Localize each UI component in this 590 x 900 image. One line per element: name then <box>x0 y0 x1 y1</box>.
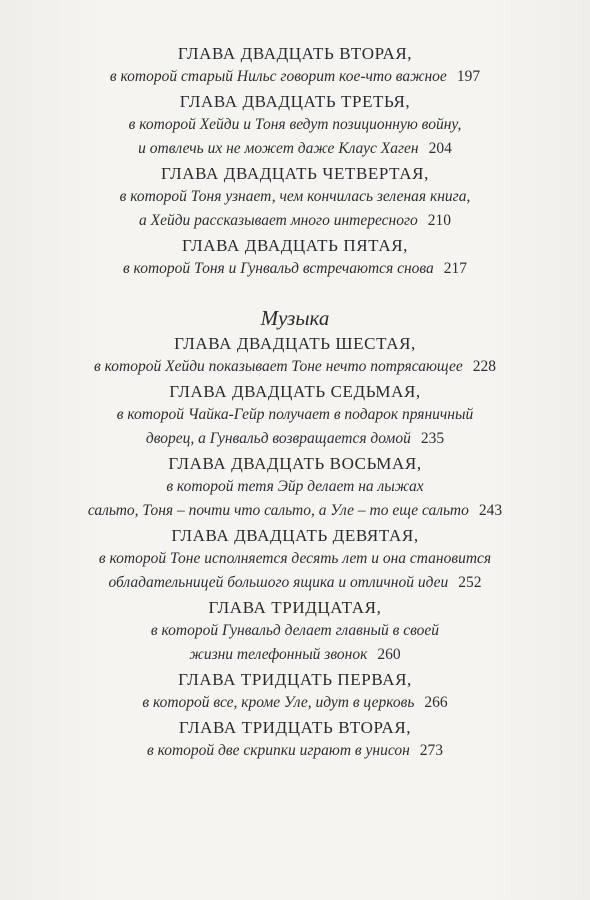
toc-entry <box>0 234 590 282</box>
chapter-description: сальто, Тоня – почти что сальто, а Уле – то еще сальто 243 <box>87 502 503 519</box>
chapter-title: ГЛАВА ДВАДЦАТЬ ДЕВЯТАЯ, <box>171 526 419 545</box>
page-number: 204 <box>428 140 452 157</box>
chapter-description: и отвлечь их не может даже Клаус Хаген 204 <box>138 140 452 157</box>
page-number: 252 <box>458 574 482 591</box>
chapter-description: в которой Тоня и Гунвальд встречаются снова 217 <box>122 260 468 277</box>
toc-entry <box>0 90 590 162</box>
chapter-title: ГЛАВА ДВАДЦАТЬ ТРЕТЬЯ, <box>179 92 411 111</box>
chapter-description: в которой Тоне исполняется десять лет и она становится <box>98 550 492 567</box>
page-number: 273 <box>419 742 444 759</box>
chapter-title: ГЛАВА ДВАДЦАТЬ ЧЕТВЕРТАЯ, <box>161 164 429 183</box>
page-number: 260 <box>377 646 401 663</box>
toc-entry <box>0 524 590 596</box>
toc-entry <box>0 332 590 380</box>
chapter-description: а Хейди рассказывает много интересного 210 <box>138 212 452 229</box>
chapter-title: ГЛАВА ТРИДЦАТАЯ, <box>208 598 382 617</box>
chapter-title: ГЛАВА ТРИДЦАТЬ ПЕРВАЯ, <box>178 670 412 689</box>
table-of-contents <box>0 42 590 764</box>
chapter-description: в которой Хейди показывает Тоне нечто потрясающее 228 <box>94 358 496 375</box>
page-number: 197 <box>456 68 481 85</box>
chapter-description: дворец, а Гунвальд возвращается домой 235 <box>145 430 445 447</box>
page-number: 266 <box>424 694 448 711</box>
toc-entry <box>0 42 590 90</box>
page-number: 243 <box>478 502 503 519</box>
toc-entry <box>0 380 590 452</box>
chapter-title: ГЛАВА ДВАДЦАТЬ ВТОРАЯ, <box>177 44 413 63</box>
section-spacer <box>0 282 590 304</box>
chapter-title: ГЛАВА ДВАДЦАТЬ СЕДЬМАЯ, <box>169 382 421 401</box>
toc-entry <box>0 162 590 234</box>
chapter-title: ГЛАВА ДВАДЦАТЬ ВОСЬМАЯ, <box>168 454 422 473</box>
section-title: Музыка <box>260 306 330 330</box>
chapter-description: обладательницей большого ящика и отличной идеи 252 <box>108 574 482 591</box>
page-number: 235 <box>420 430 445 447</box>
page-number: 217 <box>443 260 468 277</box>
toc-entry <box>0 596 590 668</box>
toc-entry <box>0 716 590 764</box>
toc-entry <box>0 452 590 524</box>
chapter-title: ГЛАВА ДВАДЦАТЬ ПЯТАЯ, <box>182 236 408 255</box>
chapter-description: в которой две скрипки играют в унисон 273 <box>146 742 444 759</box>
chapter-description: в которой тетя Эйр делает на лыжах <box>166 478 424 495</box>
chapter-description: в которой Тоня узнает, чем кончилась зеленая книга, <box>119 188 471 205</box>
chapter-description: в которой Гунвальд делает главный в своей <box>150 622 440 639</box>
chapter-description: жизни телефонный звонок 260 <box>189 646 401 663</box>
page-number: 210 <box>427 212 452 229</box>
chapter-title: ГЛАВА ДВАДЦАТЬ ШЕСТАЯ, <box>174 334 416 353</box>
chapter-description: в которой старый Нильс говорит кое-что важное 197 <box>109 68 481 85</box>
toc-entry <box>0 668 590 716</box>
chapter-title: ГЛАВА ТРИДЦАТЬ ВТОРАЯ, <box>178 718 412 737</box>
chapter-description: в которой все, кроме Уле, идут в церковь 266 <box>142 694 448 711</box>
chapter-description: в которой Чайка-Гейр получает в подарок пряничный <box>116 406 474 423</box>
page-number: 228 <box>472 358 496 375</box>
chapter-description: в которой Хейди и Тоня ведут позиционную войну, <box>128 116 462 133</box>
